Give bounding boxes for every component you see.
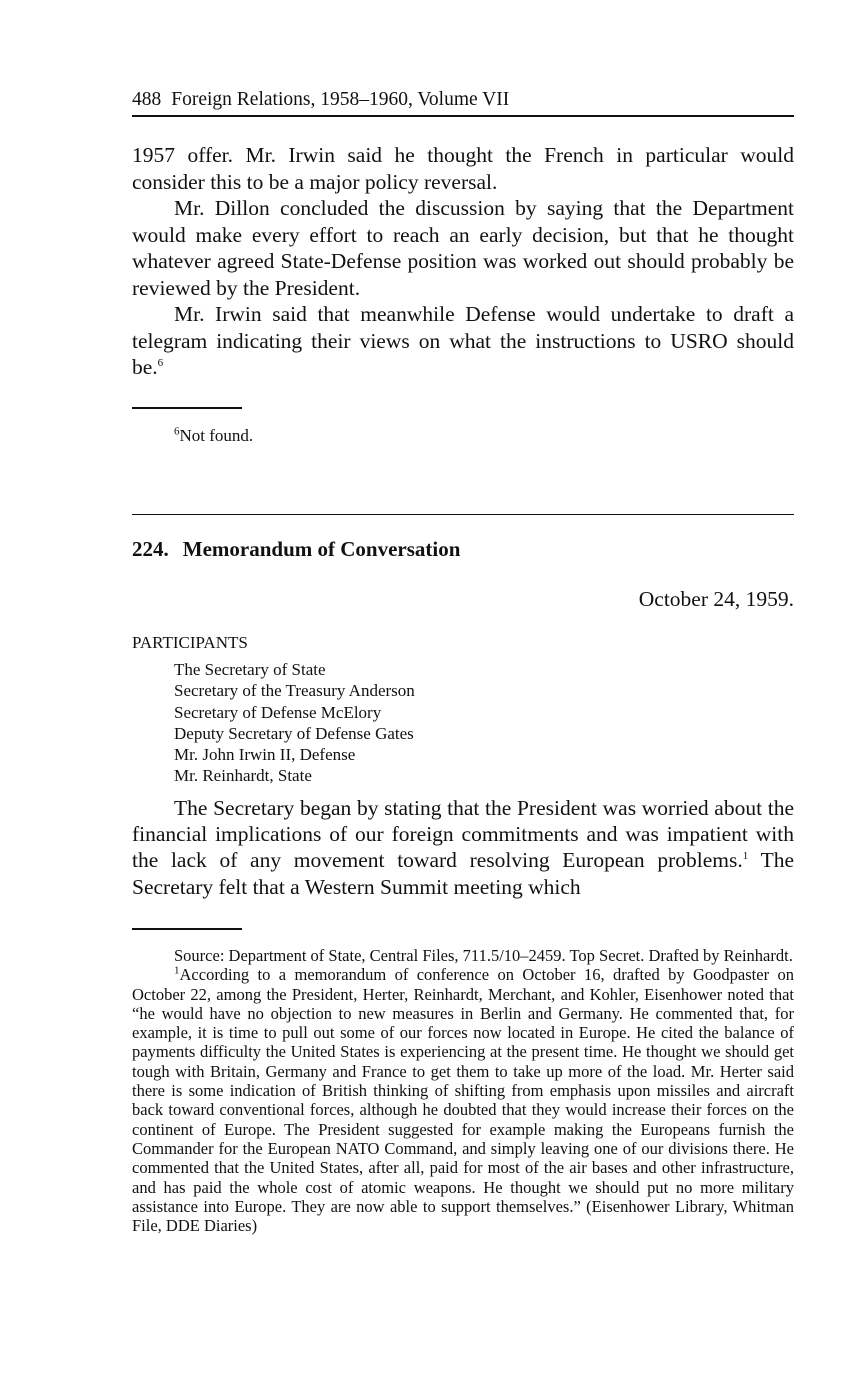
paragraph-dillon: Mr. Dillon concluded the discussion by saying that the Department would make every effort to reach an early decision, but that he thought whatever agreed State-Defense position was worked out should probably be reviewed by the President. [132, 196, 794, 300]
source-note: Source: Department of State, Central Files, 711.5/10–2459. Top Secret. Drafted by Reinhardt. [174, 946, 793, 965]
participant: Mr. Reinhardt, State [174, 766, 312, 786]
running-head [132, 88, 794, 112]
participant: Deputy Secretary of Defense Gates [174, 723, 414, 743]
document-title: Memorandum of Conversation [182, 537, 461, 561]
footnote-1-text: According to a memorandum of conference on October 16, drafted by Goodpaster on October 22, among the President, Herter, Reinhardt, Merchant, and Kohler, Eisenhower noted that “he would have no objection to new measures in Berlin and Germany. He commented that, for example, it is time to pull out some of our forces now located in Europe. He cited the balance of payments difficulty the United States is experiencing at the present time. He thought we should get tough with Britain, Germany and France to get them to take up more of the load. Mr. Herter said there is some indication of British thinking of shifting from emphasis upon missiles and aircraft back toward conventional forces, although he doubted that they would increase their forces on the continent of Europe. The President suggested for example making the Europeans furnish the Commander for the European NATO Command, and simply leaving one of our divisions there. He commented that the United States, after all, paid for most of the air bases and other infrastructure, and has paid the whole cost of atomic weapons. He thought we should put no more military assistance into Europe. They are now able to support themselves.” (Eisenhower Library, Whitman File, DDE Diaries) [132, 965, 794, 1236]
footnote-ref-1: 1 [742, 850, 749, 863]
footnote-1 [132, 965, 794, 1235]
participants-label: PARTICIPANTS [132, 633, 248, 652]
footnote-rule [132, 928, 242, 930]
document-separator-rule [132, 514, 794, 515]
footnote-rule [132, 407, 242, 409]
memorandum-body-text: The Secretary began by stating that the President was worried about the financial implications of our foreign commitments and was impatient with the lack of any movement toward resolving European problems. [132, 796, 794, 873]
document-number: 224. [132, 537, 169, 561]
participant: Secretary of the Treasury Anderson [174, 681, 415, 701]
footnote-6-text: Not found. [179, 426, 254, 445]
header-rule [132, 115, 794, 117]
paragraph-irwin [132, 301, 794, 381]
paragraph-continued: 1957 offer. Mr. Irwin said he thought the French in particular would consider this to be a major policy reversal. [132, 143, 794, 194]
footnote-ref-6: 6 [157, 356, 164, 369]
memorandum-body [132, 795, 794, 900]
volume-title: Foreign Relations, 1958–1960, Volume VII [171, 89, 510, 110]
footnotes [132, 946, 794, 1235]
continued-text [132, 142, 794, 381]
footnote-1-marker: 1 [174, 964, 180, 977]
participants-list [174, 659, 415, 787]
document-heading [132, 537, 460, 561]
footnote-6 [174, 425, 253, 447]
footnote-6-marker: 6 [174, 425, 180, 438]
document-date: October 24, 1959. [638, 587, 794, 611]
participant: Mr. John Irwin II, Defense [174, 745, 356, 765]
participant: Secretary of Defense McElory [174, 702, 382, 722]
paragraph-irwin-text: Mr. Irwin said that meanwhile Defense would undertake to draft a telegram indicating their views on what the instructions to USRO should be. [132, 302, 794, 379]
page-number: 488 [132, 89, 162, 110]
memorandum-body-text-cont: The Secretary felt that a Western Summit meeting which [132, 848, 794, 899]
participant: The Secretary of State [174, 660, 326, 679]
